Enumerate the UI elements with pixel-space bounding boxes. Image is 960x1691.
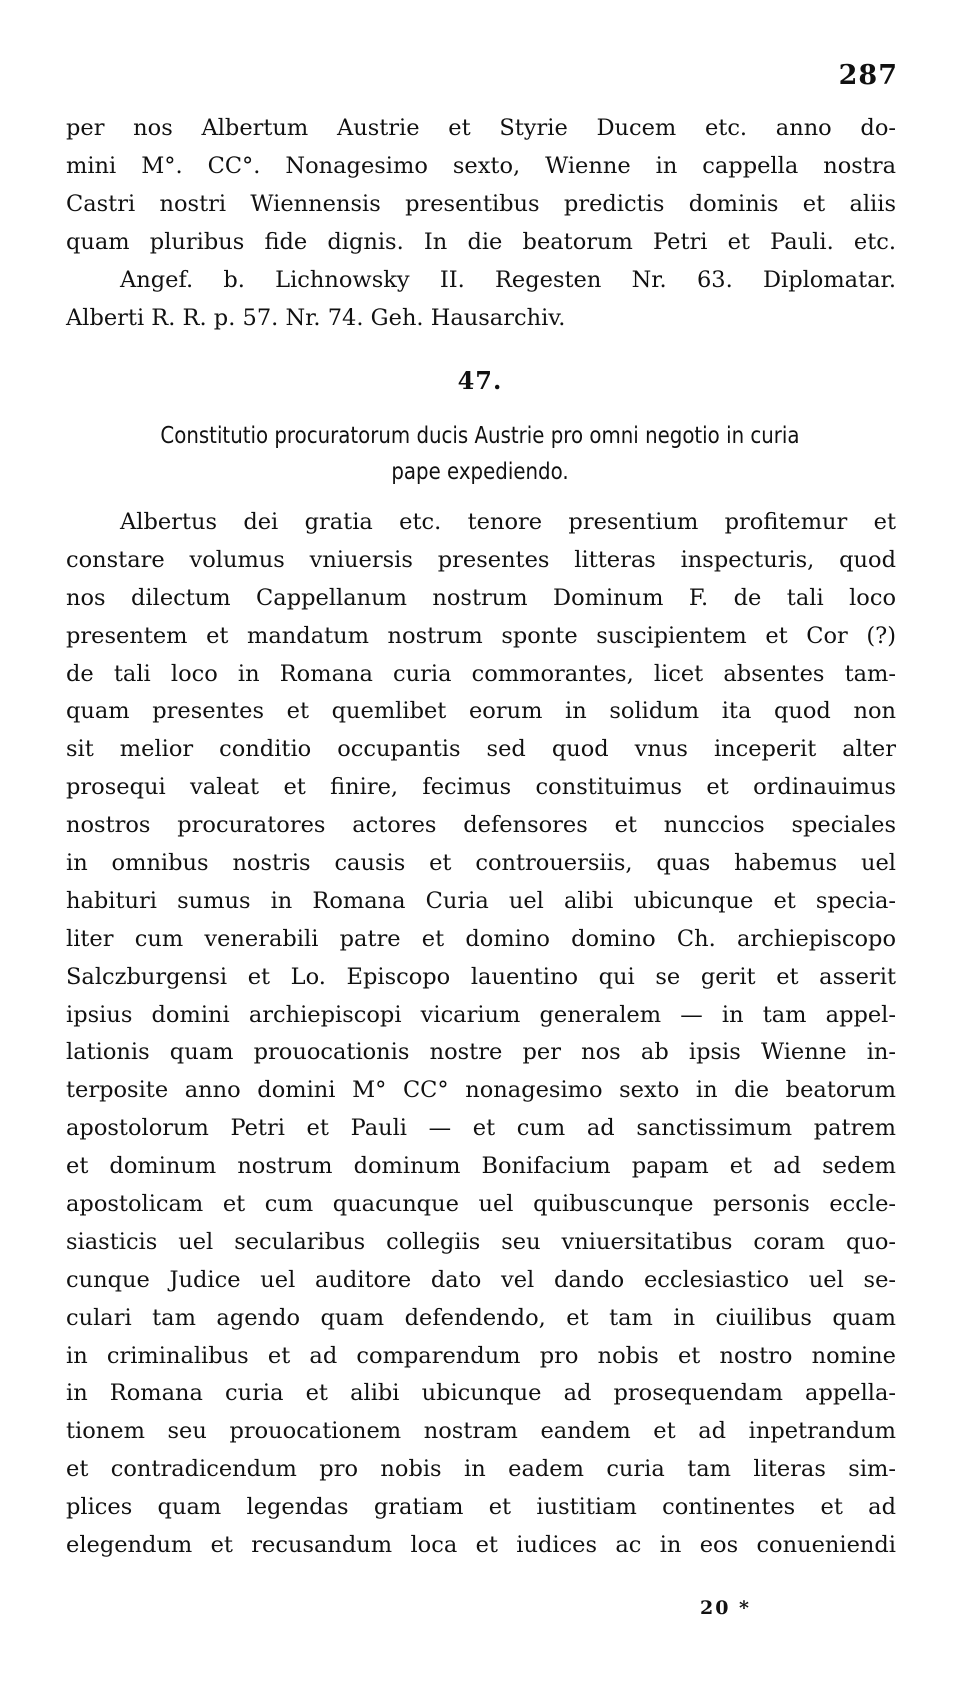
body-line: apostolicam et cum quacunque uel quibuscunque personis eccle-	[66, 1191, 896, 1218]
body-line: et dominum nostrum dominum Bonifacium papam et ad sedem	[66, 1153, 896, 1180]
body-line: plices quam legendas gratiam et iustitiam continentes et ad	[66, 1494, 896, 1521]
body-line: prosequi valeat et finire, fecimus constituimus et ordinauimus	[66, 774, 896, 801]
body-line: constare volumus vniuersis presentes litteras inspecturis, quod	[66, 546, 896, 573]
body-line: nos dilectum Cappellanum nostrum Dominum F. de tali loco	[66, 584, 896, 611]
body-line: quam presentes et quemlibet eorum in solidum ita quod non	[66, 698, 896, 725]
body-line: apostolorum Petri et Pauli — et cum ad sanctissimum patrem	[66, 1115, 896, 1142]
body-line: lationis quam prouocationis nostre per nos ab ipsis Wienne in-	[66, 1039, 896, 1066]
body-line: siasticis uel secularibus collegiis seu vniuersitatibus coram quo-	[66, 1228, 896, 1255]
document-title	[0, 418, 960, 490]
source-note-line: Alberti R. R. p. 57. Nr. 74. Geh. Hausarchiv.	[66, 304, 566, 331]
body-line: terposite anno domini M° CC° nonagesimo sexto in die beatorum	[66, 1077, 896, 1104]
document-body	[66, 504, 896, 1565]
text-line: per nos Albertum Austrie et Styrie Ducem etc. anno do-	[66, 115, 896, 141]
signature-mark: 20 *	[700, 1597, 751, 1619]
body-line: cunque Judice uel auditore dato vel dando ecclesiastico uel se-	[66, 1266, 896, 1293]
body-line: sit melior conditio occupantis sed quod vnus inceperit alter	[66, 736, 896, 763]
body-line: de tali loco in Romana curia commorantes, licet absentes tam-	[66, 660, 896, 687]
body-line: in criminalibus et ad comparendum pro nobis et nostro nomine	[66, 1342, 896, 1369]
text-line: mini M°. CC°. Nonagesimo sexto, Wienne in cappella nostra	[66, 152, 896, 179]
body-line: in omnibus nostris causis et controuersiis, quas habemus uel	[66, 850, 896, 877]
page-number: 287	[838, 60, 898, 91]
document-number: 47.	[457, 366, 503, 395]
text-line: Castri nostri Wiennensis presentibus predictis dominis et aliis	[66, 190, 896, 217]
body-line: presentem et mandatum nostrum sponte suscipientem et Cor (?)	[66, 622, 896, 649]
source-note-line: Angef. b. Lichnowsky II. Regesten Nr. 63. Diplomatar.	[120, 267, 896, 293]
source-note	[66, 262, 896, 338]
body-line: elegendum et recusandum loca et iudices ac in eos conueniendi	[66, 1532, 896, 1559]
text-line: quam pluribus fide dignis. In die beatorum Petri et Pauli. etc.	[66, 228, 896, 255]
body-line: ipsius domini archiepiscopi vicarium generalem — in tam appel-	[66, 1001, 896, 1028]
body-line: habituri sumus in Romana Curia uel alibi ubicunque et specia-	[66, 887, 896, 914]
body-line: culari tam agendo quam defendendo, et tam in ciuilibus quam	[66, 1304, 896, 1331]
body-line: et contradicendum pro nobis in eadem curia tam literas sim-	[66, 1456, 896, 1483]
body-line: Salczburgensi et Lo. Episcopo lauentino qui se gerit et asserit	[66, 963, 896, 990]
continuation-paragraph	[66, 110, 896, 262]
body-line: in Romana curia et alibi ubicunque ad prosequendam appella-	[66, 1380, 896, 1407]
body-line: Albertus dei gratia etc. tenore presentium profitemur et	[120, 509, 896, 535]
document-title-line: pape expediendo.	[391, 459, 569, 485]
body-line: nostros procuratores actores defensores et nunccios speciales	[66, 812, 896, 839]
body-line: tionem seu prouocationem nostram eandem et ad inpetrandum	[66, 1418, 896, 1445]
document-title-line: Constitutio procuratorum ducis Austrie pro omni negotio in curia	[160, 423, 800, 449]
body-line: liter cum venerabili patre et domino domino Ch. archiepiscopo	[66, 925, 896, 952]
